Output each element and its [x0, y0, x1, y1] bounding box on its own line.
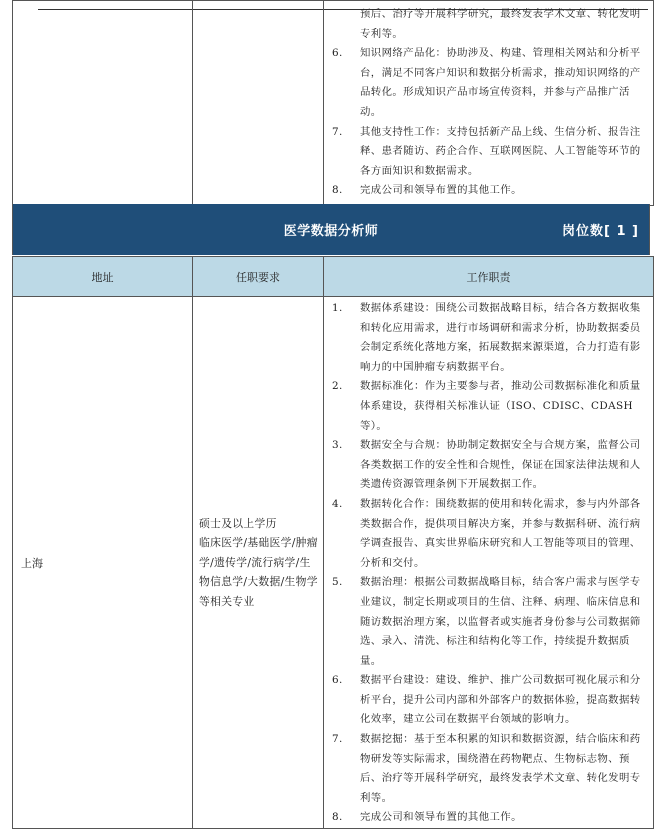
list-item — [328, 495, 647, 573]
list-item-number: 4. — [332, 497, 343, 510]
requirements-cell — [193, 297, 324, 829]
list-item-number: 3. — [332, 439, 343, 452]
list-item-text: 数据安全与合规：协助制定数据安全与合规方案，监督公司各类数据工作的安全性和合规性，保证在国家法律法规和人类遗传资源管理条例下开展数据工作。 — [360, 439, 641, 491]
list-item — [328, 299, 647, 377]
list-item — [328, 123, 647, 182]
list-item-text: 数据体系建设：围绕公司数据战略目标，结合各方数据收集和转化应用需求，进行市场调研和需求分析，协助数据委员会制定系统化落地方案，拓展数据来源渠道，合力打造有影响力的中国肿瘤专病数据平台。 — [360, 302, 641, 373]
location-cell-previous — [13, 1, 193, 206]
list-item — [328, 436, 647, 495]
list-item-text: 数据平台建设：建设、维护、推广公司数据可视化展示和分析平台，提升公司内部和外部客户的数据体验，提高数据转化效率，建立公司在数据平台领域的影响力。 — [360, 674, 641, 726]
list-item-text: 数据标准化：作为主要参与者，推动公司数据标准化和质量体系建设，获得相关标准认证（ISO、CDISC、CDASH等）。 — [360, 380, 641, 432]
list-item-text: 预后、治疗等开展科学研究，最终发表学术文章、转化发明专利等。 — [360, 8, 641, 40]
list-item-number: 6. — [332, 47, 343, 60]
requirements-text — [199, 514, 319, 611]
column-header-row — [13, 257, 654, 297]
column-header-location: 地址 — [13, 257, 193, 297]
duties-list-previous — [324, 1, 653, 201]
list-item-text: 数据挖掘：基于至本积累的知识和数据资源，结合临床和药物研发等实际需求，围绕潜在药物靶点、生物标志物、预后、治疗等开展科学研究，最终发表学术文章、转化发明专利等。 — [360, 733, 641, 804]
list-item-number: 8. — [332, 811, 343, 824]
list-item-text: 知识网络产品化：协助涉及、构建、管理相关网站和分析平台，满足不同客户知识和数据分析需求，推动知识网络的产品转化。形成知识产品市场宣传资料，并参与产品推广活动。 — [360, 47, 641, 118]
list-item-text: 完成公司和领导布置的其他工作。 — [360, 811, 522, 824]
column-header-duties: 工作职责 — [324, 257, 654, 297]
requirements-line: 临床医学/基础医学/肿瘤学/遗传学/流行病学/生物信息学/大数据/生物学等相关专业 — [199, 536, 318, 608]
duties-list — [324, 297, 653, 828]
list-item-number: 5. — [332, 576, 343, 589]
location-cell: 上海 — [13, 297, 193, 829]
list-item-number: 7. — [332, 733, 343, 746]
position-count: 岗位数[ 1 ] — [562, 224, 639, 239]
list-item — [328, 377, 647, 436]
list-item — [328, 573, 647, 671]
list-item — [328, 730, 647, 808]
list-item — [328, 5, 647, 44]
list-item-number: 7. — [332, 125, 343, 138]
list-item-text: 其他支持性工作：支持包括新产品上线、生信分析、报告注释、患者随访、药企合作、互联网医院、人工智能等环节的各方面知识和数据需求。 — [360, 125, 641, 177]
list-item-number: 1. — [332, 302, 343, 314]
position-table — [12, 256, 654, 829]
list-item-number: 6. — [332, 674, 343, 687]
list-item-number: 8. — [332, 184, 343, 197]
list-item-text: 数据转化合作：围绕数据的使用和转化需求，参与内外部各类数据合作，提供项目解决方案，并参与数据科研、流行病学调查报告、真实世界临床研究和人工智能等项目的管理、分析和交付。 — [360, 497, 641, 569]
requirements-line: 硕士及以上学历 — [199, 517, 277, 530]
column-header-requirements: 任职要求 — [193, 257, 324, 297]
table-row — [13, 297, 654, 829]
list-item — [328, 808, 647, 828]
list-item — [328, 44, 647, 122]
requirements-cell-previous — [193, 1, 324, 206]
duties-cell — [324, 297, 654, 829]
position-header — [12, 204, 650, 255]
list-item-text: 数据治理：根据公司数据战略目标，结合客户需求与医学专业建议，制定长期或项目的生信、注释、病理、临床信息和随访数据治理方案，以监督者或实施者身份参与公司数据筛选、录入、清洗、标注和结构化等工作，持续提升数据质量。 — [360, 576, 641, 667]
position-title: 医学数据分析师 — [283, 224, 379, 239]
previous-position-table — [12, 0, 654, 206]
list-item — [328, 671, 647, 730]
list-item-number: 2. — [332, 380, 343, 393]
list-item — [328, 181, 647, 201]
list-item-text: 完成公司和领导布置的其他工作。 — [360, 184, 522, 197]
duties-cell-previous — [324, 1, 654, 206]
